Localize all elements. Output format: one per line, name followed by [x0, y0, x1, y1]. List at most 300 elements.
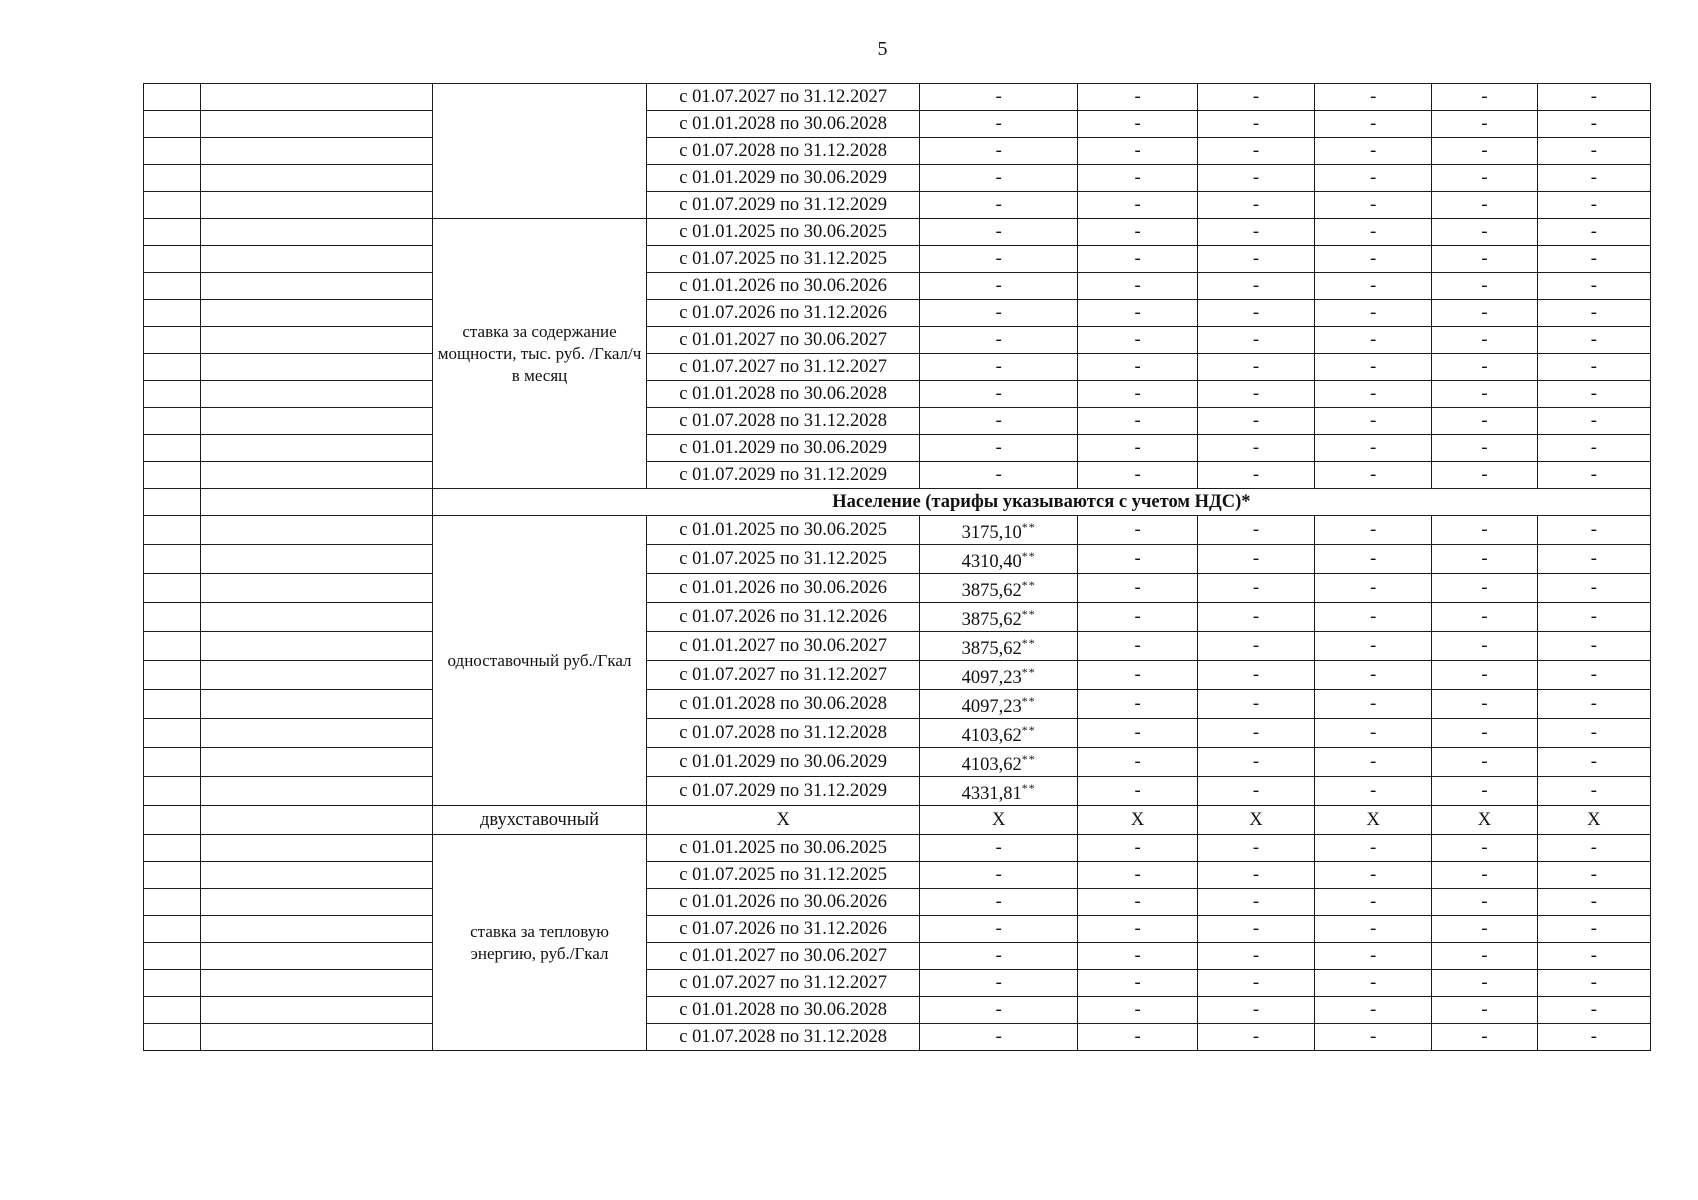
dash-cell: -: [1315, 690, 1432, 719]
dash-cell: -: [1537, 970, 1650, 997]
row-number-cell: [144, 632, 201, 661]
tariff-value-cell: [920, 632, 1078, 661]
dash-cell: -: [1537, 1024, 1650, 1051]
row-number-cell: [144, 777, 201, 806]
dash-cell: -: [1197, 219, 1314, 246]
table-row: [144, 462, 1651, 489]
dash-cell: -: [1078, 111, 1197, 138]
dash-cell: -: [1078, 84, 1197, 111]
period-cell: с 01.01.2027 по 30.06.2027: [647, 943, 920, 970]
dash-cell: -: [1537, 719, 1650, 748]
row-number-cell: [144, 219, 201, 246]
table-row: [144, 970, 1651, 997]
dash-cell: -: [1432, 835, 1537, 862]
dash-cell: -: [1315, 192, 1432, 219]
tariff-value: 4103,62: [961, 755, 1022, 776]
dash-cell: -: [1078, 327, 1197, 354]
row-number-cell: [144, 84, 201, 111]
organization-cell: [201, 719, 433, 748]
heat-energy-rate-label: ставка за тепловую энергию, руб./Гкал: [432, 835, 647, 1051]
two-rate-label: двухставочный: [432, 806, 647, 835]
dash-cell: -: [1432, 661, 1537, 690]
dash-cell: -: [1432, 138, 1537, 165]
dash-cell: -: [920, 997, 1078, 1024]
dash-cell: -: [1432, 354, 1537, 381]
dash-cell: -: [1315, 111, 1432, 138]
dash-cell: -: [1537, 777, 1650, 806]
dash-cell: -: [1537, 192, 1650, 219]
dash-cell: -: [1078, 273, 1197, 300]
row-number-cell: [144, 381, 201, 408]
dash-cell: -: [1315, 462, 1432, 489]
dash-cell: -: [1432, 327, 1537, 354]
footnote-mark: **: [1021, 577, 1036, 592]
footnote-mark: **: [1021, 780, 1036, 795]
dash-cell: -: [920, 970, 1078, 997]
period-cell: с 01.01.2029 по 30.06.2029: [647, 435, 920, 462]
dash-cell: -: [920, 916, 1078, 943]
dash-cell: -: [1078, 690, 1197, 719]
dash-cell: -: [1432, 516, 1537, 545]
row-number-cell: [144, 462, 201, 489]
dash-cell: -: [1537, 835, 1650, 862]
tariff-table: [143, 83, 1651, 1051]
page-number: 5: [877, 38, 888, 60]
footnote-mark: **: [1021, 693, 1036, 708]
dash-cell: -: [1315, 862, 1432, 889]
table-row: [144, 327, 1651, 354]
dash-cell: -: [1432, 545, 1537, 574]
dash-cell: -: [920, 192, 1078, 219]
row-number-cell: [144, 138, 201, 165]
dash-cell: -: [920, 462, 1078, 489]
table-row: [144, 997, 1651, 1024]
dash-cell: -: [1197, 327, 1314, 354]
organization-cell: [201, 661, 433, 690]
dash-cell: -: [1315, 435, 1432, 462]
dash-cell: -: [1537, 889, 1650, 916]
dash-cell: -: [1315, 1024, 1432, 1051]
table-row: [144, 219, 1651, 246]
dash-cell: -: [1078, 862, 1197, 889]
dash-cell: -: [1197, 354, 1314, 381]
dash-cell: -: [1537, 545, 1650, 574]
row-number-cell: [144, 661, 201, 690]
row-number-cell: [144, 916, 201, 943]
dash-cell: -: [1078, 381, 1197, 408]
row-number-cell: [144, 192, 201, 219]
table-row: [144, 603, 1651, 632]
dash-cell: -: [1078, 354, 1197, 381]
period-cell: с 01.01.2029 по 30.06.2029: [647, 748, 920, 777]
organization-cell: [201, 835, 433, 862]
tariff-value: 4103,62: [961, 726, 1022, 747]
dash-cell: -: [1078, 777, 1197, 806]
dash-cell: -: [1197, 574, 1314, 603]
dash-cell: -: [1078, 889, 1197, 916]
tariff-value: 4331,81: [961, 784, 1022, 805]
dash-cell: -: [1315, 916, 1432, 943]
dash-cell: -: [920, 327, 1078, 354]
dash-cell: -: [1078, 970, 1197, 997]
footnote-mark: **: [1021, 606, 1036, 621]
period-cell: с 01.07.2027 по 31.12.2027: [647, 661, 920, 690]
tariff-value: 3175,10: [961, 523, 1022, 544]
dash-cell: -: [1197, 462, 1314, 489]
dash-cell: -: [1537, 408, 1650, 435]
dash-cell: -: [1432, 748, 1537, 777]
period-cell: с 01.01.2025 по 30.06.2025: [647, 516, 920, 545]
dash-cell: -: [1315, 219, 1432, 246]
row-number-cell: [144, 354, 201, 381]
dash-cell: -: [1078, 719, 1197, 748]
dash-cell: -: [1315, 516, 1432, 545]
dash-cell: -: [1432, 690, 1537, 719]
dash-cell: -: [1078, 300, 1197, 327]
dash-cell: -: [1537, 111, 1650, 138]
dash-cell: -: [1197, 84, 1314, 111]
dash-cell: -: [1432, 273, 1537, 300]
dash-cell: -: [1078, 165, 1197, 192]
row-number-cell: [144, 835, 201, 862]
dash-cell: -: [1432, 970, 1537, 997]
row-number-cell: [144, 246, 201, 273]
row-number-cell: [144, 748, 201, 777]
table-row: [144, 545, 1651, 574]
table-row: [144, 300, 1651, 327]
organization-cell: [201, 327, 433, 354]
table-row: [144, 192, 1651, 219]
dash-cell: -: [1078, 574, 1197, 603]
row-number-cell: [144, 273, 201, 300]
dash-cell: -: [1432, 84, 1537, 111]
row-number-cell: [144, 806, 201, 835]
x-mark-cell: X: [1432, 806, 1537, 835]
dash-cell: -: [920, 381, 1078, 408]
organization-cell: [201, 970, 433, 997]
dash-cell: -: [1432, 916, 1537, 943]
period-cell: с 01.07.2027 по 31.12.2027: [647, 354, 920, 381]
dash-cell: -: [1315, 970, 1432, 997]
dash-cell: -: [1197, 273, 1314, 300]
dash-cell: -: [1315, 84, 1432, 111]
dash-cell: -: [1078, 408, 1197, 435]
footnote-mark: **: [1021, 751, 1036, 766]
table-row: [144, 690, 1651, 719]
dash-cell: -: [1197, 435, 1314, 462]
dash-cell: -: [1315, 943, 1432, 970]
footnote-mark: **: [1021, 664, 1036, 679]
tariff-value: 3875,62: [961, 610, 1022, 631]
table-row: [144, 381, 1651, 408]
period-cell: с 01.01.2025 по 30.06.2025: [647, 219, 920, 246]
organization-cell: [201, 997, 433, 1024]
period-cell: с 01.07.2028 по 31.12.2028: [647, 1024, 920, 1051]
tariff-value: 4097,23: [961, 697, 1022, 718]
period-cell: с 01.01.2026 по 30.06.2026: [647, 574, 920, 603]
dash-cell: -: [920, 273, 1078, 300]
dash-cell: -: [920, 435, 1078, 462]
organization-cell: [201, 862, 433, 889]
organization-cell: [201, 603, 433, 632]
dash-cell: -: [1537, 997, 1650, 1024]
period-cell: с 01.07.2028 по 31.12.2028: [647, 138, 920, 165]
organization-cell: [201, 165, 433, 192]
organization-cell: [201, 777, 433, 806]
tariff-value: 3875,62: [961, 581, 1022, 602]
dash-cell: -: [1315, 246, 1432, 273]
organization-cell: [201, 219, 433, 246]
x-mark-cell: X: [920, 806, 1078, 835]
footnote-mark: **: [1021, 635, 1036, 650]
dash-cell: -: [1432, 632, 1537, 661]
dash-cell: -: [1432, 192, 1537, 219]
organization-cell: [201, 574, 433, 603]
dash-cell: -: [1197, 138, 1314, 165]
dash-cell: -: [1537, 661, 1650, 690]
period-cell: с 01.01.2026 по 30.06.2026: [647, 889, 920, 916]
dash-cell: -: [1537, 246, 1650, 273]
dash-cell: -: [1537, 300, 1650, 327]
tariff-value-cell: [920, 690, 1078, 719]
dash-cell: -: [1432, 246, 1537, 273]
dash-cell: -: [1197, 690, 1314, 719]
dash-cell: -: [1197, 408, 1314, 435]
period-cell: с 01.07.2027 по 31.12.2027: [647, 970, 920, 997]
dash-cell: -: [1537, 603, 1650, 632]
dash-cell: -: [1078, 435, 1197, 462]
dash-cell: -: [1537, 516, 1650, 545]
table-row: [144, 574, 1651, 603]
capacity-rate-label: ставка за содержание мощности, тыс. руб. /Гкал/ч в месяц: [432, 219, 647, 489]
dash-cell: -: [1315, 545, 1432, 574]
dash-cell: -: [1537, 862, 1650, 889]
dash-cell: -: [1537, 327, 1650, 354]
dash-cell: -: [1432, 603, 1537, 632]
dash-cell: -: [1315, 997, 1432, 1024]
dash-cell: -: [1432, 111, 1537, 138]
dash-cell: -: [1078, 192, 1197, 219]
dash-cell: -: [1078, 661, 1197, 690]
table-row: [144, 84, 1651, 111]
dash-cell: -: [1537, 354, 1650, 381]
dash-cell: -: [1432, 300, 1537, 327]
dash-cell: -: [920, 862, 1078, 889]
organization-cell: [201, 354, 433, 381]
dash-cell: -: [1197, 719, 1314, 748]
organization-cell: [201, 408, 433, 435]
dash-cell: -: [1315, 748, 1432, 777]
organization-cell: [201, 1024, 433, 1051]
period-cell: с 01.07.2029 по 31.12.2029: [647, 462, 920, 489]
organization-cell: [201, 273, 433, 300]
dash-cell: -: [1078, 835, 1197, 862]
dash-cell: -: [1078, 138, 1197, 165]
dash-cell: -: [1432, 1024, 1537, 1051]
dash-cell: -: [1537, 690, 1650, 719]
dash-cell: -: [1315, 835, 1432, 862]
table-body: [144, 84, 1651, 1051]
row-number-cell: [144, 997, 201, 1024]
dash-cell: -: [1197, 916, 1314, 943]
section-row: [144, 489, 1651, 516]
row-number-cell: [144, 165, 201, 192]
organization-cell: [201, 889, 433, 916]
dash-cell: -: [1078, 916, 1197, 943]
period-cell: с 01.01.2029 по 30.06.2029: [647, 165, 920, 192]
period-cell: с 01.07.2029 по 31.12.2029: [647, 192, 920, 219]
footnote-mark: **: [1021, 548, 1036, 563]
period-cell: с 01.01.2027 по 30.06.2027: [647, 632, 920, 661]
tariff-value-cell: [920, 574, 1078, 603]
dash-cell: -: [1315, 138, 1432, 165]
dash-cell: -: [920, 111, 1078, 138]
organization-cell: [201, 916, 433, 943]
dash-cell: -: [1197, 545, 1314, 574]
tariff-value-cell: [920, 516, 1078, 545]
dash-cell: -: [1432, 462, 1537, 489]
organization-cell: [201, 138, 433, 165]
dash-cell: -: [1432, 997, 1537, 1024]
dash-cell: -: [1197, 748, 1314, 777]
dash-cell: -: [1432, 889, 1537, 916]
table-row: [144, 719, 1651, 748]
dash-cell: -: [1197, 997, 1314, 1024]
table-row: [144, 806, 1651, 835]
dash-cell: -: [1432, 943, 1537, 970]
period-cell: с 01.07.2028 по 31.12.2028: [647, 719, 920, 748]
dash-cell: -: [1315, 354, 1432, 381]
dash-cell: -: [920, 354, 1078, 381]
organization-cell: [201, 381, 433, 408]
period-cell: с 01.01.2028 по 30.06.2028: [647, 381, 920, 408]
row-number-cell: [144, 574, 201, 603]
dash-cell: -: [1315, 165, 1432, 192]
dash-cell: -: [1432, 381, 1537, 408]
table-row: [144, 408, 1651, 435]
dash-cell: -: [1315, 889, 1432, 916]
dash-cell: -: [920, 300, 1078, 327]
dash-cell: -: [1432, 862, 1537, 889]
row-number-cell: [144, 719, 201, 748]
dash-cell: -: [1537, 165, 1650, 192]
dash-cell: -: [1078, 219, 1197, 246]
table-row: [144, 661, 1651, 690]
period-cell: с 01.01.2026 по 30.06.2026: [647, 273, 920, 300]
dash-cell: -: [1537, 138, 1650, 165]
dash-cell: -: [1078, 997, 1197, 1024]
dash-cell: -: [1432, 408, 1537, 435]
organization-cell: [201, 192, 433, 219]
period-cell: с 01.07.2025 по 31.12.2025: [647, 246, 920, 273]
dash-cell: -: [1197, 835, 1314, 862]
dash-cell: -: [1197, 943, 1314, 970]
table-row: [144, 273, 1651, 300]
dash-cell: -: [920, 408, 1078, 435]
organization-cell: [201, 690, 433, 719]
row-number-cell: [144, 111, 201, 138]
row-number-cell: [144, 970, 201, 997]
table-row: [144, 354, 1651, 381]
dash-cell: -: [1197, 381, 1314, 408]
organization-cell: [201, 489, 433, 516]
dash-cell: -: [1315, 661, 1432, 690]
rate-type-cell: [432, 84, 647, 219]
tariff-value-cell: [920, 545, 1078, 574]
dash-cell: -: [1432, 777, 1537, 806]
tariff-value: 4097,23: [961, 668, 1022, 689]
dash-cell: -: [1315, 632, 1432, 661]
row-number-cell: [144, 690, 201, 719]
dash-cell: -: [1078, 1024, 1197, 1051]
dash-cell: -: [1078, 632, 1197, 661]
row-number-cell: [144, 300, 201, 327]
dash-cell: -: [1537, 462, 1650, 489]
table-row: [144, 943, 1651, 970]
dash-cell: -: [1078, 246, 1197, 273]
dash-cell: -: [1432, 165, 1537, 192]
dash-cell: -: [1432, 574, 1537, 603]
dash-cell: -: [1537, 574, 1650, 603]
x-mark-cell: X: [1197, 806, 1314, 835]
organization-cell: [201, 943, 433, 970]
dash-cell: -: [1197, 192, 1314, 219]
x-mark-cell: X: [647, 806, 920, 835]
dash-cell: -: [920, 889, 1078, 916]
dash-cell: -: [920, 165, 1078, 192]
table-row: [144, 516, 1651, 545]
organization-cell: [201, 516, 433, 545]
x-mark-cell: X: [1537, 806, 1650, 835]
dash-cell: -: [1197, 970, 1314, 997]
table-row: [144, 889, 1651, 916]
dash-cell: -: [1197, 603, 1314, 632]
row-number-cell: [144, 489, 201, 516]
dash-cell: -: [1315, 719, 1432, 748]
dash-cell: -: [1197, 1024, 1314, 1051]
tariff-value-cell: [920, 719, 1078, 748]
organization-cell: [201, 806, 433, 835]
dash-cell: -: [1315, 777, 1432, 806]
dash-cell: -: [920, 943, 1078, 970]
organization-cell: [201, 462, 433, 489]
dash-cell: -: [1197, 661, 1314, 690]
dash-cell: -: [1197, 246, 1314, 273]
footnote-mark: **: [1021, 519, 1036, 534]
dash-cell: -: [1537, 748, 1650, 777]
period-cell: с 01.07.2029 по 31.12.2029: [647, 777, 920, 806]
tariff-value-cell: [920, 661, 1078, 690]
dash-cell: -: [1432, 219, 1537, 246]
table-row: [144, 916, 1651, 943]
dash-cell: -: [1537, 84, 1650, 111]
dash-cell: -: [920, 835, 1078, 862]
period-cell: с 01.07.2025 по 31.12.2025: [647, 545, 920, 574]
period-cell: с 01.07.2025 по 31.12.2025: [647, 862, 920, 889]
dash-cell: -: [920, 138, 1078, 165]
dash-cell: -: [920, 219, 1078, 246]
organization-cell: [201, 748, 433, 777]
dash-cell: -: [1197, 111, 1314, 138]
period-cell: с 01.01.2027 по 30.06.2027: [647, 327, 920, 354]
single-rate-label: одноставочный руб./Гкал: [432, 516, 647, 806]
tariff-value-cell: [920, 748, 1078, 777]
dash-cell: -: [1315, 408, 1432, 435]
dash-cell: -: [1078, 748, 1197, 777]
footnote-mark: **: [1021, 722, 1036, 737]
organization-cell: [201, 246, 433, 273]
organization-cell: [201, 632, 433, 661]
